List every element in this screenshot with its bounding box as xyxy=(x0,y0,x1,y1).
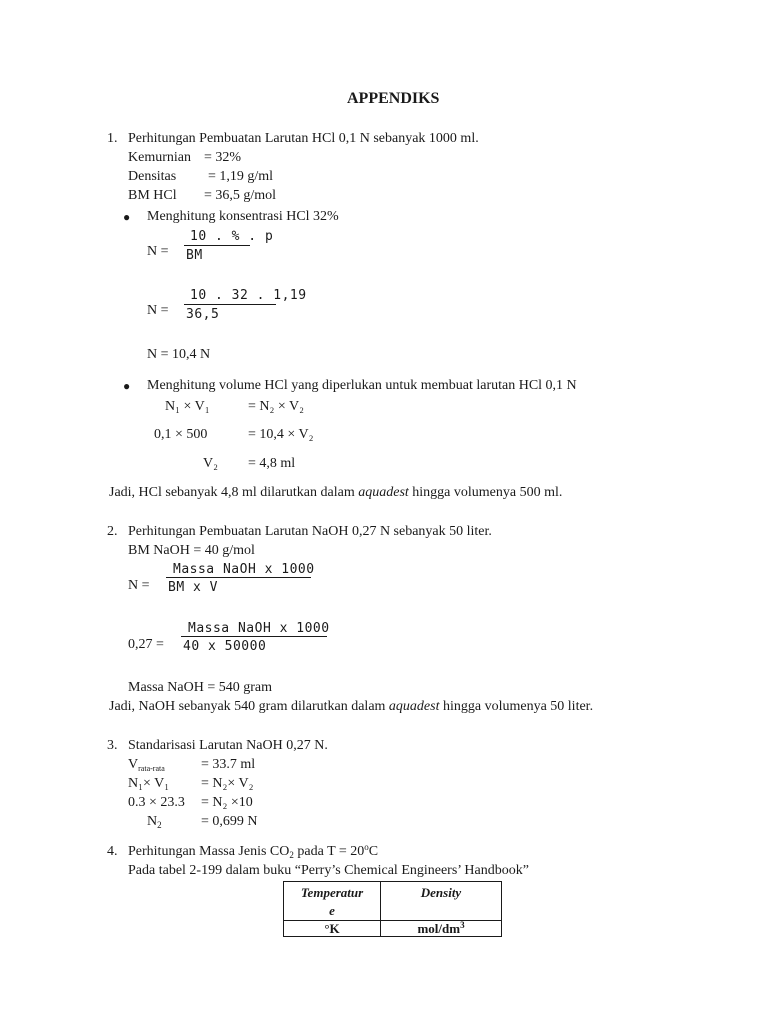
formula-lhs: N = xyxy=(147,303,169,318)
reference-line: Pada tabel 2-199 dalam buku “Perry’s Chemical Engineers’ Handbook” xyxy=(128,863,529,878)
formula-lhs: 0,27 = xyxy=(128,637,164,652)
equation-rhs: = 10,4 × V₂ xyxy=(248,427,314,442)
average-volume-label: $V_{rata-rata}$ xyxy=(128,757,165,773)
equation-lhs: 0,1 × 500 xyxy=(154,427,208,442)
bullet-icon: ● xyxy=(123,210,131,224)
equation-lhs: V₂ xyxy=(203,456,218,471)
equation-lhs: N₁× V₁ xyxy=(128,776,170,791)
table-unit-row xyxy=(284,921,502,937)
molar-mass-line: BM NaOH = 40 g/mol xyxy=(128,543,255,558)
equation-rhs: = 4,8 ml xyxy=(248,456,296,471)
section-heading: Perhitungan Pembuatan Larutan HCl 0,1 N sebanyak 1000 ml. xyxy=(128,131,479,146)
section-heading: Perhitungan Massa Jenis $CO_2$ pada $T = 20^oC$ xyxy=(128,842,379,860)
density-label: Densitas xyxy=(128,169,177,184)
section-heading: Perhitungan Pembuatan Larutan NaOH 0,27 N sebanyak 50 liter. xyxy=(128,524,492,539)
section-number: 3. xyxy=(107,738,118,753)
table-header-density: Density xyxy=(381,882,502,921)
average-volume-value: = 33.7 ml xyxy=(201,757,256,772)
fraction-numerator: 10 . % . p xyxy=(190,229,274,244)
bullet-text: Menghitung konsentrasi HCl 32% xyxy=(147,209,339,224)
fraction-bar xyxy=(181,636,327,637)
equation-lhs: 0.3 × 23.3 xyxy=(128,795,185,810)
table-unit-temperature: °K xyxy=(284,921,381,937)
table-header-temperature: Temperatur e xyxy=(284,882,381,921)
page-title: APPENDIKS xyxy=(347,90,440,107)
conclusion-text: Jadi, HCl sebanyak 4,8 ml dilarutkan dalam aquadest hingga volumenya 500 ml. xyxy=(109,485,563,500)
bullet-text: Menghitung volume HCl yang diperlukan untuk membuat larutan HCl 0,1 N xyxy=(147,378,577,393)
molar-mass-value: = 36,5 g/mol xyxy=(204,188,277,203)
calc-result: Massa NaOH = 540 gram xyxy=(128,680,272,695)
equation-rhs: = N₂ × V₂ xyxy=(248,399,305,414)
purity-label: Kemurnian xyxy=(128,150,191,165)
section-heading: Standarisasi Larutan NaOH 0,27 N. xyxy=(128,738,328,753)
formula-lhs: N = xyxy=(147,244,169,259)
section-number: 1. xyxy=(107,131,118,146)
table-header-row xyxy=(284,882,502,921)
purity-value: = 32% xyxy=(204,150,242,165)
fraction-denominator: 40 x 50000 xyxy=(183,639,267,654)
fraction-bar xyxy=(184,304,276,305)
formula-lhs: N = xyxy=(128,578,150,593)
density-value: = 1,19 g/ml xyxy=(208,169,274,184)
calc-result: N = 10,4 N xyxy=(147,347,211,362)
equation-lhs: $N_2$ xyxy=(147,814,162,830)
equation-lhs: N₁ × V₁ xyxy=(165,399,210,414)
fraction-denominator: BM x V xyxy=(168,580,218,595)
section-number: 4. xyxy=(107,844,118,859)
bullet-icon: ● xyxy=(123,379,131,393)
equation-rhs: = 0,699 N xyxy=(201,814,258,829)
conclusion-text: Jadi, NaOH sebanyak 540 gram dilarutkan dalam aquadest hingga volumenya 50 liter. xyxy=(109,699,594,714)
fraction-bar xyxy=(184,245,250,246)
fraction-numerator: 10 . 32 . 1,19 xyxy=(190,288,307,303)
density-table xyxy=(283,881,502,937)
fraction-numerator: Massa NaOH x 1000 xyxy=(188,621,330,636)
equation-rhs: = N₂ ×10 xyxy=(201,795,253,810)
equation-rhs: = N₂× V₂ xyxy=(201,776,254,791)
fraction-numerator: Massa NaOH x 1000 xyxy=(173,562,315,577)
molar-mass-label: BM HCl xyxy=(128,188,177,203)
fraction-denominator: 36,5 xyxy=(186,307,220,322)
fraction-bar xyxy=(166,577,311,578)
fraction-denominator: BM xyxy=(186,248,203,263)
section-number: 2. xyxy=(107,524,118,539)
table-unit-density: mol/$dm^3$ xyxy=(381,921,502,937)
